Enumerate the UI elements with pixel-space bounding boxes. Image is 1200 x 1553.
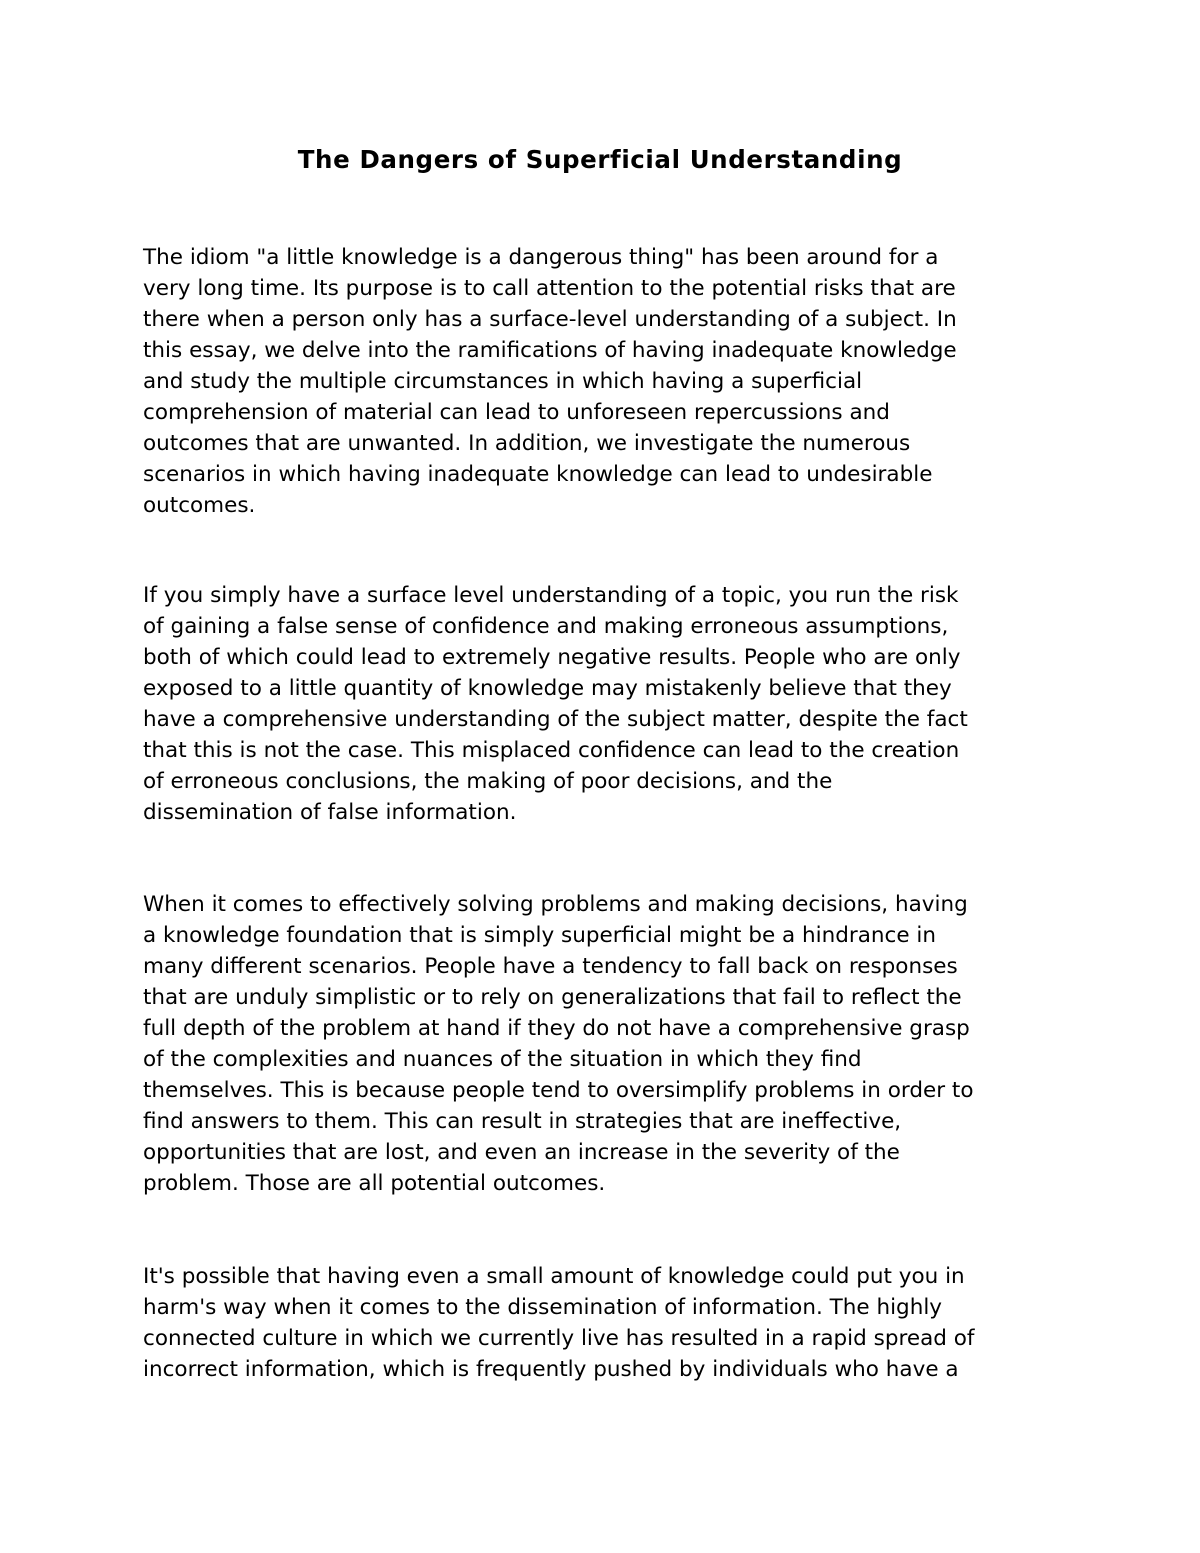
paragraph-line: comprehension of material can lead to unforeseen repercussions and <box>143 400 890 425</box>
paragraph-line: very long time. Its purpose is to call attention to the potential risks that are <box>143 276 956 301</box>
paragraph-line: scenarios in which having inadequate knowledge can lead to undesirable <box>143 462 933 487</box>
paragraph-line: have a comprehensive understanding of the subject matter, despite the fact <box>143 707 968 732</box>
paragraph-line: exposed to a little quantity of knowledge may mistakenly believe that they <box>143 676 952 701</box>
paragraph-3 <box>143 889 1068 1199</box>
paragraph-line: It's possible that having even a small amount of knowledge could put you in <box>143 1264 965 1289</box>
paragraph-line: of erroneous conclusions, the making of poor decisions, and the <box>143 769 833 794</box>
paragraph-line: dissemination of false information. <box>143 800 517 825</box>
paragraph-line: opportunities that are lost, and even an increase in the severity of the <box>143 1140 900 1165</box>
paragraph-line: of the complexities and nuances of the situation in which they find <box>143 1047 862 1072</box>
document-title: The Dangers of Superficial Understanding <box>297 145 903 174</box>
paragraph-line: outcomes. <box>143 493 256 518</box>
paragraph-1 <box>143 242 1068 521</box>
paragraph-4 <box>143 1261 1068 1385</box>
paragraph-line: problem. Those are all potential outcomes. <box>143 1171 606 1196</box>
paragraph-line: many different scenarios. People have a tendency to fall back on responses <box>143 954 958 979</box>
paragraph-line: outcomes that are unwanted. In addition, we investigate the numerous <box>143 431 911 456</box>
paragraph-line: of gaining a false sense of confidence and making erroneous assumptions, <box>143 614 949 639</box>
paragraph-line: and study the multiple circumstances in which having a superficial <box>143 369 863 394</box>
paragraph-line: incorrect information, which is frequently pushed by individuals who have a <box>143 1357 959 1382</box>
paragraph-line: If you simply have a surface level understanding of a topic, you run the risk <box>143 583 959 608</box>
paragraph-line: this essay, we delve into the ramifications of having inadequate knowledge <box>143 338 957 363</box>
paragraph-line: a knowledge foundation that is simply superficial might be a hindrance in <box>143 923 937 948</box>
paragraph-line: connected culture in which we currently live has resulted in a rapid spread of <box>143 1326 975 1351</box>
paragraph-line: full depth of the problem at hand if they do not have a comprehensive grasp <box>143 1016 970 1041</box>
paragraph-line: that are unduly simplistic or to rely on generalizations that fail to reflect the <box>143 985 962 1010</box>
paragraph-line: that this is not the case. This misplaced confidence can lead to the creation <box>143 738 960 763</box>
paragraph-line: themselves. This is because people tend to oversimplify problems in order to <box>143 1078 974 1103</box>
paragraph-line: both of which could lead to extremely negative results. People who are only <box>143 645 961 670</box>
paragraph-line: find answers to them. This can result in strategies that are ineffective, <box>143 1109 902 1134</box>
paragraph-line: there when a person only has a surface-level understanding of a subject. In <box>143 307 957 332</box>
paragraph-line: The idiom "a little knowledge is a dangerous thing" has been around for a <box>143 245 939 270</box>
paragraph-line: When it comes to effectively solving problems and making decisions, having <box>143 892 968 917</box>
paragraph-line: harm's way when it comes to the dissemination of information. The highly <box>143 1295 943 1320</box>
paragraph-2 <box>143 580 1068 828</box>
